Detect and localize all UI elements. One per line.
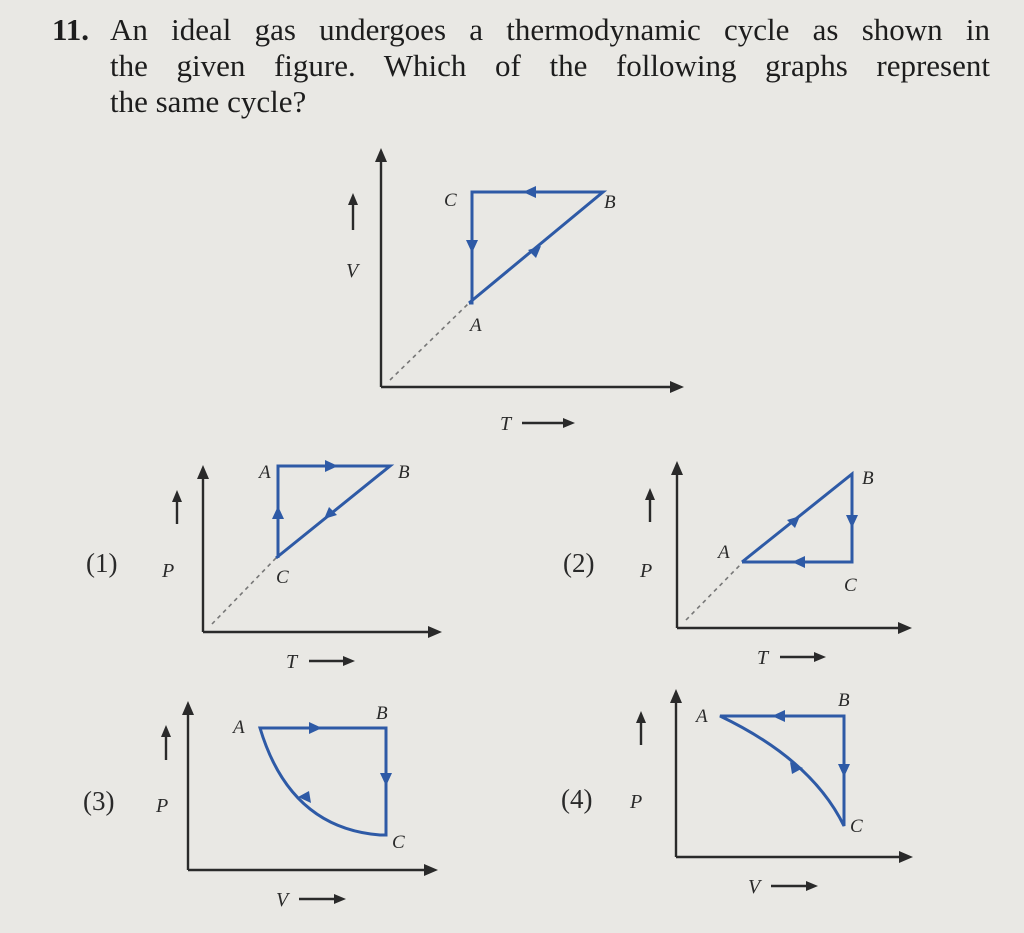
opt4-point-a: A	[696, 706, 708, 727]
option-4-label: (4)	[561, 784, 593, 814]
opt2-x-label: T	[757, 647, 769, 669]
opt1-x-label-arrowhead	[343, 656, 355, 666]
question-line-2: the given figure. Which of the following graphs represent	[110, 48, 990, 83]
main-arrow-b-to-c	[523, 186, 536, 198]
main-cycle-path	[469, 192, 603, 303]
opt3-x-label-arrowhead	[334, 894, 346, 904]
option-1-label: (1)	[86, 548, 118, 578]
opt4-point-c: C	[850, 816, 863, 837]
main-y-label-arrowhead	[348, 193, 358, 205]
main-y-axis-arrowhead	[375, 148, 387, 162]
main-x-axis-arrowhead	[670, 381, 684, 393]
opt2-arrow-c-to-a	[792, 556, 805, 568]
opt2-y-label: P	[640, 560, 653, 582]
opt4-arrow-b-to-a	[772, 710, 785, 722]
option-3-figure	[83, 701, 438, 911]
main-point-c: C	[444, 190, 457, 211]
opt1-x-label: T	[286, 651, 298, 673]
main-point-b: B	[604, 192, 616, 213]
opt2-x-label-arrowhead	[814, 652, 826, 662]
opt3-point-b: B	[376, 703, 388, 724]
opt2-point-b: B	[862, 468, 874, 489]
opt1-origin-dashed-line	[212, 558, 276, 624]
option-2-label: (2)	[563, 548, 595, 578]
opt1-arrow-c-to-a	[272, 506, 284, 519]
main-origin-dashed-line	[390, 303, 469, 380]
opt3-arrow-b-to-c	[380, 773, 392, 786]
opt4-x-label: V	[748, 876, 761, 898]
opt2-y-label-arrowhead	[645, 488, 655, 500]
opt4-cycle-path	[720, 716, 844, 826]
opt3-cycle-path	[260, 728, 386, 835]
question-line-3: the same cycle?	[110, 84, 307, 119]
option-4-figure	[561, 689, 913, 898]
opt2-arrow-b-to-c	[846, 515, 858, 528]
opt3-x-axis-arrowhead	[424, 864, 438, 876]
main-y-label: V	[346, 260, 359, 282]
opt3-arrow-a-to-b	[309, 722, 322, 734]
opt1-y-label: P	[162, 560, 175, 582]
opt1-point-b: B	[398, 462, 410, 483]
opt4-arrow-b-to-c	[838, 764, 850, 777]
opt1-y-axis-arrowhead	[197, 465, 209, 479]
option-2-figure	[563, 461, 912, 669]
opt3-y-label: P	[156, 795, 169, 817]
opt4-x-label-arrowhead	[806, 881, 818, 891]
opt2-point-c: C	[844, 575, 857, 596]
opt2-x-axis-arrowhead	[898, 622, 912, 634]
main-figure	[346, 148, 684, 435]
opt2-origin-dashed-line	[686, 563, 742, 620]
main-x-label-arrowhead	[563, 418, 575, 428]
opt1-x-axis-arrowhead	[428, 626, 442, 638]
opt1-point-a: A	[259, 462, 271, 483]
opt4-point-b: B	[838, 690, 850, 711]
opt1-y-label-arrowhead	[172, 490, 182, 502]
option-1-figure	[86, 460, 442, 673]
opt2-y-axis-arrowhead	[671, 461, 683, 475]
main-arrow-c-to-a	[466, 240, 478, 253]
question-line-1: An ideal gas undergoes a thermodynamic cycle as shown in	[110, 12, 990, 47]
opt1-arrow-a-to-b	[325, 460, 338, 472]
opt3-y-axis-arrowhead	[182, 701, 194, 715]
opt4-y-axis-arrowhead	[670, 689, 682, 703]
opt3-x-label: V	[276, 889, 289, 911]
opt3-y-label-arrowhead	[161, 725, 171, 737]
opt4-y-label-arrowhead	[636, 711, 646, 723]
opt4-x-axis-arrowhead	[899, 851, 913, 863]
option-3-label: (3)	[83, 786, 115, 816]
opt2-point-a: A	[718, 542, 730, 563]
opt3-point-a: A	[233, 717, 245, 738]
opt4-y-label: P	[630, 791, 643, 813]
opt1-point-c: C	[276, 567, 289, 588]
question-number: 11.	[52, 12, 90, 47]
opt3-point-c: C	[392, 832, 405, 853]
main-x-label: T	[500, 413, 512, 435]
main-point-a: A	[470, 315, 482, 336]
